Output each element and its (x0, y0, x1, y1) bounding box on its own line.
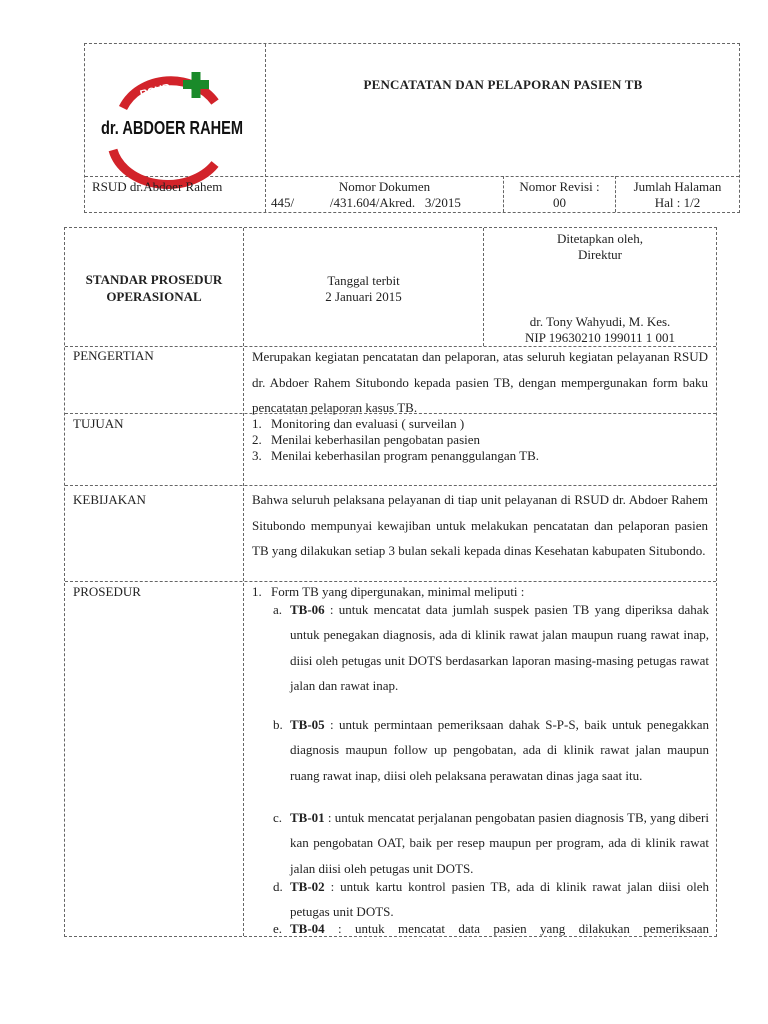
pengertian-text: Merupakan kegiatan pencatatan dan pelaporan, atas seluruh kegiatan pelayanan RSUD dr. Abdoer Rahem Situbondo kepada pasien TB, dengan mempergunakan form baku pencatatan pelaporan kasus TB. (252, 349, 708, 415)
prosedur-subitem (273, 712, 709, 788)
ditetapkan-block (484, 231, 716, 263)
prosedur-item: 1. Form TB yang dipergunakan, minimal meliputi : (252, 584, 525, 599)
nomor-dokumen-value: 445/ /431.604/Akred. 3/2015 (271, 195, 461, 210)
subitem-text: : untuk permintaan pemeriksaan dahak S-P-S, baik untuk penegakkan diagnosis maupun follow up pengobatan, ada di klinik rawat jalan maupun ruang rawat inap, diisi oleh pelaksana perawatan dinas jaga saat itu. (290, 717, 709, 783)
kebijakan-text: Bahwa seluruh pelaksana pelayanan di tiap unit pelayanan di RSUD dr. Abdoer Rahem Situbondo mempunyai kewajiban untuk melakukan pencatatan dan pelaporan pasien TB yang dilakukan setiap 3 bulan sekali kepada dinas Kesehatan kabupaten Situbondo. (252, 492, 708, 558)
sop-label (65, 271, 243, 305)
tujuan-item: 3. Menilai keberhasilan program penanggulangan TB. (252, 448, 539, 463)
subitem-marker: b. (273, 717, 283, 732)
nomor-revisi-label: Nomor Revisi : (519, 179, 600, 194)
document-header (84, 43, 740, 213)
prosedur-subitem (273, 805, 709, 881)
subitem-text: : untuk mencatat data pasien yang dilakukan pemeriksaan (324, 921, 709, 936)
svg-text:SITUBONDO: SITUBONDO (132, 160, 182, 178)
ditetapkan-label: Ditetapkan oleh, (557, 231, 643, 246)
form-code: TB-02 (290, 879, 325, 894)
column-divider (243, 228, 244, 936)
hospital-label: RSUD dr.Abdoer Rahem (92, 179, 223, 194)
subitem-marker: d. (273, 879, 283, 894)
prosedur-subitem (273, 916, 709, 936)
subitem-text: : untuk kartu kontrol pasien TB, ada di klinik rawat jalan diisi oleh petugas unit DOTS. (290, 879, 709, 920)
sop-label-line: STANDAR PROSEDUR (85, 272, 223, 287)
jumlah-halaman-label: Jumlah Halaman (633, 179, 722, 194)
nomor-revisi-value: 00 (553, 195, 566, 210)
tujuan-item: 1. Monitoring dan evaluasi ( surveilan ) (252, 416, 465, 431)
tujuan-item-text: Menilai keberhasilan program penanggulangan TB. (271, 448, 539, 463)
kebijakan-label: KEBIJAKAN (73, 492, 146, 507)
subitem-marker: c. (273, 810, 283, 825)
row-divider (65, 485, 716, 486)
subitem-marker: e. (273, 921, 283, 936)
tanggal-terbit-label: Tanggal terbit (327, 273, 400, 288)
document-title: PENCATATAN DAN PELAPORAN PASIEN TB (363, 77, 643, 92)
subitem-marker: a. (273, 602, 283, 617)
signatory-name: dr. Tony Wahyudi, M. Kes. (529, 314, 671, 329)
row-divider (65, 581, 716, 582)
jumlah-halaman-value: Hal : 1/2 (654, 195, 701, 210)
sop-label-line: OPERASIONAL (106, 289, 202, 304)
subitem-text: : untuk mencatat perjalanan pengobatan pasien diagnosis TB, yang diberi kan pengobatan OAT, baik per resep maupun per program, ada di klinik rawat jalan diisi oleh petugas unit DOTS. (290, 810, 709, 876)
prosedur-item-text: Form TB yang dipergunakan, minimal meliputi : (271, 584, 525, 599)
jabatan-label: Direktur (577, 247, 623, 262)
pengertian-label: PENGERTIAN (73, 348, 154, 363)
prosedur-subitem (273, 597, 709, 698)
tanggal-terbit (244, 273, 483, 305)
form-code: TB-05 (290, 717, 325, 732)
tujuan-label: TUJUAN (73, 416, 124, 431)
form-code: TB-01 (290, 810, 325, 825)
subitem-text: : untuk mencatat data jumlah suspek pasien TB yang diperiksa dahak untuk penegakan diagnosis, ada di klinik rawat jalan maupun ruang rawat inap, diisi oleh petugas unit DOTS berdasarkan laporan masing-masing petugas rawat jalan dan rawat inap. (290, 602, 709, 693)
signatory-nip: NIP 19630210 199011 1 001 (525, 330, 675, 345)
hospital-logo (97, 72, 247, 182)
sop-table (64, 227, 717, 937)
tujuan-item: 2. Menilai keberhasilan pengobatan pasien (252, 432, 481, 447)
form-code: TB-06 (290, 602, 325, 617)
tujuan-item-text: Monitoring dan evaluasi ( surveilan ) (271, 416, 465, 431)
prosedur-label: PROSEDUR (73, 584, 141, 599)
form-code: TB-04 (290, 921, 325, 936)
svg-text:dr. ABDOER RAHEM: dr. ABDOER RAHEM (101, 118, 243, 138)
svg-text:RSUD: RSUD (138, 81, 172, 101)
tanggal-terbit-value: 2 Januari 2015 (325, 289, 402, 304)
tujuan-item-text: Menilai keberhasilan pengobatan pasien (271, 432, 481, 447)
nomor-dokumen-label: Nomor Dokumen (338, 179, 431, 194)
signatory-block (484, 314, 716, 346)
